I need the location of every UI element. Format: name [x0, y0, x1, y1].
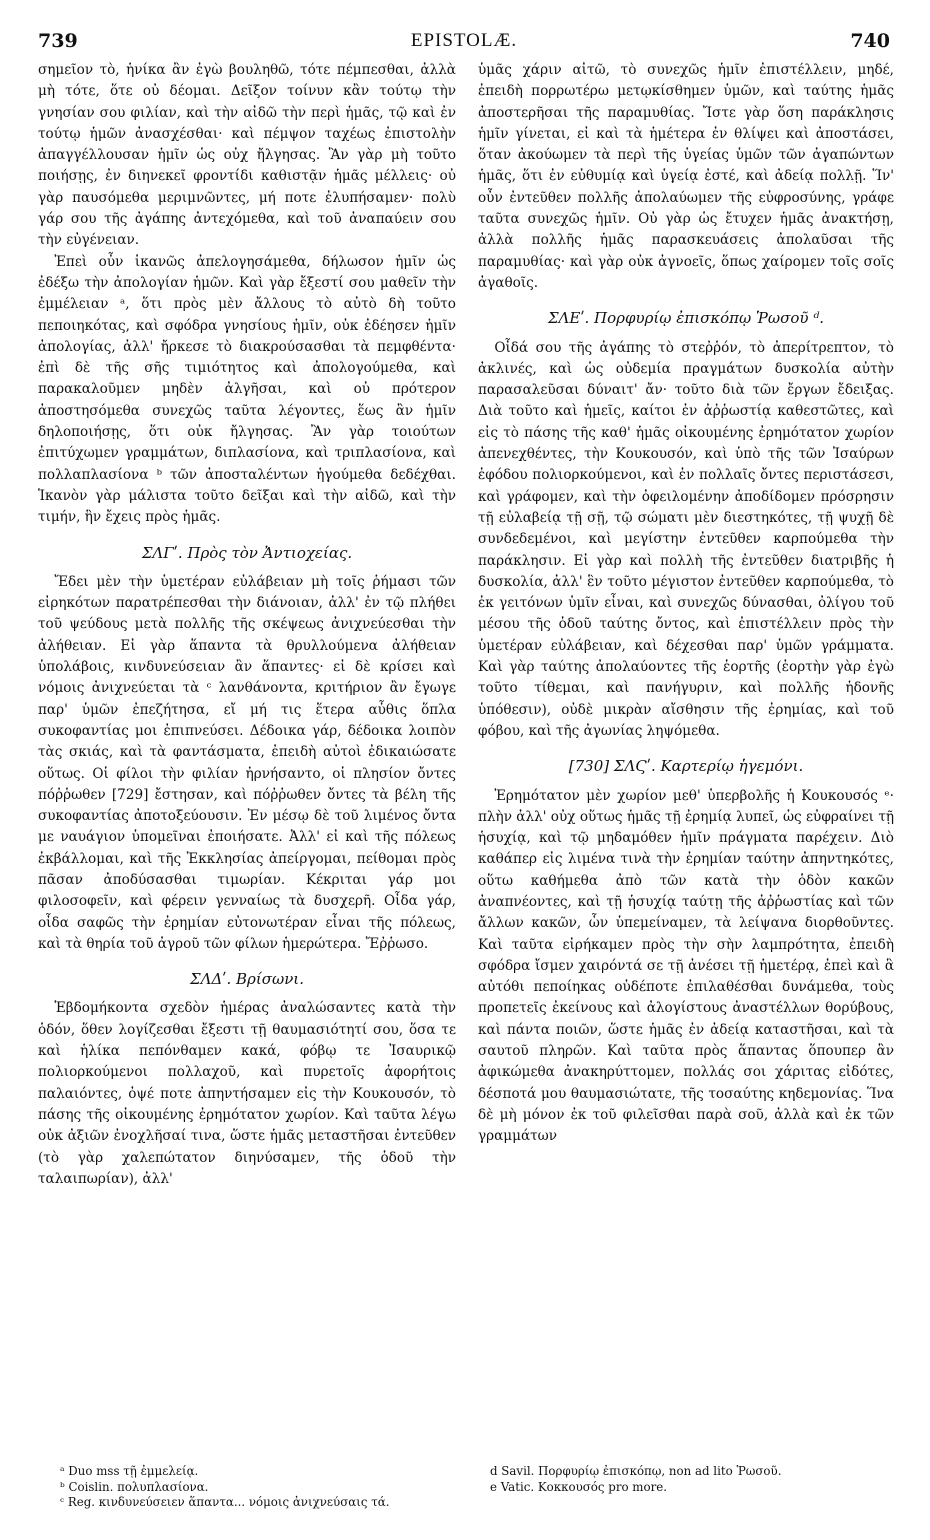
- footnotes-left: [60, 1464, 440, 1511]
- letter-heading: [730] ΣΛϚʹ. Καρτερίῳ ἡγεμόνι.: [568, 757, 804, 776]
- footnote: ᶜ Reg. κινδυνεύσειεν ἅπαντα... νόμοις ἀνιχνεύσαις τά.: [60, 1495, 390, 1509]
- paragraph: Ἐπεὶ οὖν ἱκανῶς ἀπελογησάμεθα, δήλωσον ἡμῖν ὡς ἐδέξω τὴν ἀπολογίαν ἡμῶν. Καὶ γὰρ ἔξεστί σου μαθεῖν τὴν ἐμμέλειαν ᵃ, ὅτι πρὸς μὲν ἄλλους τὸ αὐτὸ δὴ τοῦτο πεποιηκότας, καὶ σφόδρα γνησίους ἡμῖν, οὐκ ἐδέησεν ἡμῖν ἀπολογίας, ἀλλ' ἤρκεσε τὸ διακρούσασθαι τὰ πεμφθέντα· ἐπὶ δὲ τῆς σῆς τιμιότητος καὶ ἀπολογούμεθα, καὶ παρακαλοῦμεν μηδὲν ἀλγῆσαι, καὶ οὐ πρότερον ἀποστησόμεθα συνεχῶς ταῦτα λέγοντες, ἕως ἂν ἡμῖν δηλοποιήσῃς, ὅτι οὐκ ἤλγησας. Ἂν γὰρ τοιούτων ἐπιτύχωμεν γραμμάτων, διπλασίονα, καὶ τριπλασίονα, καὶ πολλαπλασίονα ᵇ τῶν ἀποσταλέντων ἡγούμεθα δεδέχθαι. Ἱκανὸν γὰρ μάλιστα τοῦτο δεῖξαι καὶ τὴν αἰδῶ, καὶ τὴν τιμήν, ἣν ἔχεις πρὸς ἡμᾶς.: [38, 253, 456, 526]
- footnote: e Vatic. Κοκκουσός pro more.: [490, 1479, 667, 1494]
- page-header: [38, 30, 890, 56]
- page-number-right: 740: [850, 30, 890, 52]
- letter-heading: ΣΛΕʹ. Πορφυρίῳ ἐπισκόπῳ Ῥωσοῦ ᵈ.: [547, 309, 825, 328]
- paragraph: ὑμᾶς χάριν αἰτῶ, τὸ συνεχῶς ἡμῖν ἐπιστέλλειν, μηδέ, ἐπειδὴ πορρωτέρω μετῳκίσθημεν ὑμῶν, καὶ ταύτης ἡμᾶς ἀποστερῆσαι τῆς παραμυθίας. Ἴστε γὰρ ὅση παράκλησις ἡμῖν γίνεται, εἰ καὶ τὰ ἡμέτερα ἐν θλίψει καὶ ἀποστάσει, ὅταν ἀκούωμεν τὰ περὶ τῆς ὑγείας ὑμῶν τῶν ἀγαπώντων ἡμᾶς, ὅτι ἐν εὐθυμίᾳ καὶ ὑγείᾳ ἐστέ, καὶ ἀδείᾳ πολλῇ. Ἵν' οὖν ἐντεῦθεν πολλῆς ἀπολαύωμεν τῆς εὐφροσύνης, γράφε ταῦτα συνεχῶς ἡμῖν. Οὐ γὰρ ὡς ἔτυχεν ἡμᾶς ἀνακτήσῃ, ἀλλὰ πολλῆς ἡμᾶς παρασκευάσεις ἀπολαῦσαι τῆς παραμυθίας· καὶ γὰρ οὐκ ἀγνοεῖς, ὅπως χαίρομεν τοῖς σοῖς ἀγαθοῖς.: [478, 62, 894, 291]
- letter-heading: ΣΛΔʹ. Βρίσωνι.: [190, 970, 304, 989]
- paragraph: σημεῖον τὸ, ἡνίκα ἂν ἐγὼ βουληθῶ, τότε πέμπεσθαι, ἀλλὰ μὴ τότε, ὅτε οὐ δέομαι. Δεῖξον τοίνυν κἂν τούτῳ τὴν γνησίαν σου φιλίαν, καὶ τὴν αἰδῶ τὴν περὶ ἡμᾶς, τῷ καὶ ἐν τούτῳ ἡμῶν ἀνασχέσθαι· καὶ πέμψον ταχέως ἐπιστολὴν ἀπαγγέλλουσαν ἡμῖν ὡς οὐχ ἤλγησας. Ἂν γὰρ μὴ τοῦτο ποιήσῃς, ἐν διηνεκεῖ φροντίδι καθιστᾷν ἡμᾶς μέλλεις· οὐ γὰρ παυσόμεθα μεριμνῶντες, μή ποτε ἐλυπήσαμεν· πολὺ γάρ σου τῆς ἀγάπης ἀντεχόμεθα, καὶ τοῦ ἀναπαύειν σου τὴν εὐγένειαν.: [38, 62, 456, 249]
- footnotes-right: [490, 1464, 880, 1495]
- paragraph: Ἐρημότατον μὲν χωρίον μεθ' ὑπερβολῆς ἡ Κουκουσός ᵉ· πλὴν ἀλλ' οὐχ οὕτως ἡμᾶς τῇ ἐρημίᾳ λυπεῖ, ὡς εὐφραίνει τῇ ἡσυχίᾳ, καὶ τῷ μηδαμόθεν ἡμῖν πράγματα παρέχειν. Διὸ καθάπερ εἰς λιμένα τινὰ τὴν ἐρημίαν ταύτην ἀπηντηκότες, οὕτω καθήμεθα ἀπὸ τῶν κατὰ τὴν ὁδὸν κακῶν ἀναπνέοντες, καὶ τῇ ἡσυχίᾳ ταύτῃ τῆς ἀῤῥωστίας καὶ τῶν ἄλλων κακῶν, ὧν ὑπεμείναμεν, τὰ λείψανα διορθοῦντες. Καὶ ταῦτα εἰρήκαμεν πρὸς τὴν σὴν λαμπρότητα, ἐπειδὴ σφόδρα ἴσμεν χαιρόντά σε τῇ ἀνέσει τῇ ἡμετέρᾳ, ἐπεὶ καὶ ἃ αὐτόθι πεποίηκας οὐδέποτε ἐπιλαθέσθαι δυνάμεθα, τοὺς προπετεῖς ἐκείνους καὶ ἀλογίστους ἀναστέλλων θορύβους, καὶ πάντα ποιῶν, ὥστε ἡμᾶς ἐν ἀδείᾳ καταστῆσαι, καὶ τὰ σαυτοῦ πληρῶν. Καὶ ταῦτα πρὸς ἅπαντας ὅπουπερ ἂν ἀφικώμεθα ἀνακηρύττομεν, πολλάς σοι χάριτας εἰδότες, δέσποτά μου θαυμασιώτατε, τῆς τοσαύτης κηδεμονίας. Ἵνα δὲ μὴ μόνον ἐκ τοῦ φιλεῖσθαι παρὰ σοῦ, ἀλλὰ καὶ ἐκ τῶν γραμμάτων: [478, 787, 894, 1145]
- paragraph: Ἑβδομήκοντα σχεδὸν ἡμέρας ἀναλώσαντες κατὰ τὴν ὁδόν, ὅθεν λογίζεσθαι ἔξεστι τῇ θαυμασιότητί σου, ὅσα τε καὶ ἡλίκα πεπόνθαμεν κακά, φόβῳ τε Ἰσαυρικῷ πολιορκούμενοι πολλαχοῦ, καὶ πυρετοῖς ἀφορήτοις παλαιόντες, ὀψέ ποτε ἀπηντήσαμεν εἰς τὴν Κουκουσόν, τὸ πάσης τῆς οἰκουμένης ἐρημότατον χωρίον. Καὶ ταῦτα λέγω οὐκ ἀξιῶν ἐνοχλῆσαί τινα, ὥστε ἡμᾶς μεταστῆσαι ἐντεῦθεν (τὸ γὰρ χαλεπώτατον διηνύσαμεν, τῆς ὁδοῦ τὴν ταλαιπωρίαν), ἀλλ': [38, 1000, 456, 1187]
- right-column: [478, 60, 894, 1148]
- page-number-left: 739: [38, 30, 78, 52]
- footnote: ᵇ Coislin. πολυπλασίονα.: [60, 1479, 209, 1494]
- left-column: [38, 60, 456, 1190]
- running-title: EPISTOLÆ.: [410, 30, 518, 51]
- footnote: ᵃ Duo mss τῇ ἐμμελείᾳ.: [60, 1464, 199, 1478]
- paragraph: Ἔδει μὲν τὴν ὑμετέραν εὐλάβειαν μὴ τοῖς ῥήμασι τῶν εἰρηκότων παρατρέπεσθαι τὴν διάνοιαν, ἀλλ' ἐν τῷ πλήθει τοῦ ψεύδους μετὰ πολλῆς τῆς σκέψεως ἀνιχνεύεσθαι τὴν ἀλήθειαν. Εἰ γὰρ ἅπαντα τὰ θρυλλούμενα ἀλήθειαν ὑπολάβοις, κινδυνεύσειαν ἂν ἅπαντες· εἰ δὲ κρίσει καὶ νόμοις ἀνιχνεύεται τὰ ᶜ λανθάνοντα, κριτήριον ἂν ἔγωγε παρ' ὑμῶν ἐπεζήτησα, εἴ μή τις ἕτερα αὖθις ὅπλα συκοφαντίας μοι ἐπιπνεύσει. Δέδοικα γάρ, δέδοικα λοιπὸν τὰς σκιάς, καὶ τὰ φαντάσματα, ἐπειδὴ αὐτοὶ ἐδικαιώσατε οὕτως. Οἱ φίλοι τὴν φιλίαν ἠρνήσαντο, οἱ πλησίον ὄντες πόῤῥωθεν [729] ἔστησαν, καὶ πόῤῥωθεν ὄντες τὰ βέλη τῆς συκοφαντίας ἀποτοξεύουσιν. Ἐν μέσῳ δὲ τοῦ λιμένος ὄντα με ναυάγιον ὑπομεῖναι ἐποιήσατε. Ἀλλ' εἰ καὶ τῆς πόλεως ἐκβάλλομαι, καὶ τῆς Ἐκκλησίας ἀπείργομαι, πείθομαι πρὸς πᾶσαν ἀποδύσασθαι τιμωρίαν. Κέκριται γάρ μοι φιλοσοφεῖν, καὶ φέρειν γενναίως τὰ δυσχερῆ. Οἶδα γάρ, οἶδα σαφῶς τὴν ἐρημίαν εὐτονωτέραν εἶναι τῆς πόλεως, καὶ τὰ θηρία τοῦ ἀγροῦ τῶν φίλων ἡμερώτερα. Ἔῤῥωσο.: [38, 573, 456, 952]
- letter-heading: ΣΛΓʹ. Πρὸς τὸν Ἀντιοχείας.: [141, 543, 353, 562]
- paragraph: Οἶδά σου τῆς ἀγάπης τὸ στεῤῥόν, τὸ ἀπερίτρεπτον, τὸ ἀκλινές, καὶ ὡς οὐδεμία πραγμάτων δυσκολία αὐτὴν παρασαλεῦσαι δύναιτ' ἄν· τοῦτο διὰ τῶν ἔργων ἔδειξας. Διὰ τοῦτο καὶ ἡμεῖς, καίτοι ἐν ἀῤῥωστίᾳ καθεστῶτες, καὶ εἰς τὸ πάσης τῆς καθ' ἡμᾶς οἰκουμένης ἐρημότατον χωρίον ἀπενεχθέντες, τὴν Κουκουσόν, καὶ ὑπὸ τῆς τῶν Ἰσαύρων ἐφόδου πολιορκούμενοι, καὶ ἐν πολλαῖς ὄντες περιστάσεσι, καὶ γράφομεν, καὶ τὴν ὀφειλομένην ἀποδίδομεν πρόσρησιν τῇ εὐλαβείᾳ τῇ σῇ, τῷ σώματι μὲν διεστηκότες, τῇ ψυχῇ δὲ συνδεδεμένοι, καὶ μεγίστην ἐντεῦθεν καρπούμεθα τὴν παράκλησιν. Εἰ γὰρ καὶ πολλὴ τῆς ἐντεῦθεν διατριβῆς ἡ δυσκολία, ἀλλ' ἓν τοῦτο μέγιστον ἐντεῦθεν καρπούμεθα, τὸ ἐκ γειτόνων ὑμῖν εἶναι, καὶ συνεχῶς δύνασθαι, ὀλίγου τοῦ μέσου τῆς ὁδοῦ ταύτης ὄντος, καὶ ἐπιστέλλειν πρὸς τὴν ὑμετέραν εὐλάβειαν, καὶ δέχεσθαι παρ' ὑμῶν γράμματα. Καὶ γὰρ ταύτης ἀπολαύοντες τῆς ἑορτῆς (ἑορτὴν γὰρ ἐγὼ τοῦτο τίθεμαι, καὶ πανήγυριν, καὶ πολλῆς ἡδονῆς ὑπόθεσιν), οὐδὲ μικρὰν αἴσθησιν τῆς ἐρημίας, καὶ τοῦ φόβου, καὶ τῆς ἀγωνίας ληψόμεθα.: [478, 339, 894, 739]
- footnote: d Savil. Πορφυρίῳ ἐπισκόπῳ, non ad lito Ῥωσοῦ.: [490, 1464, 782, 1478]
